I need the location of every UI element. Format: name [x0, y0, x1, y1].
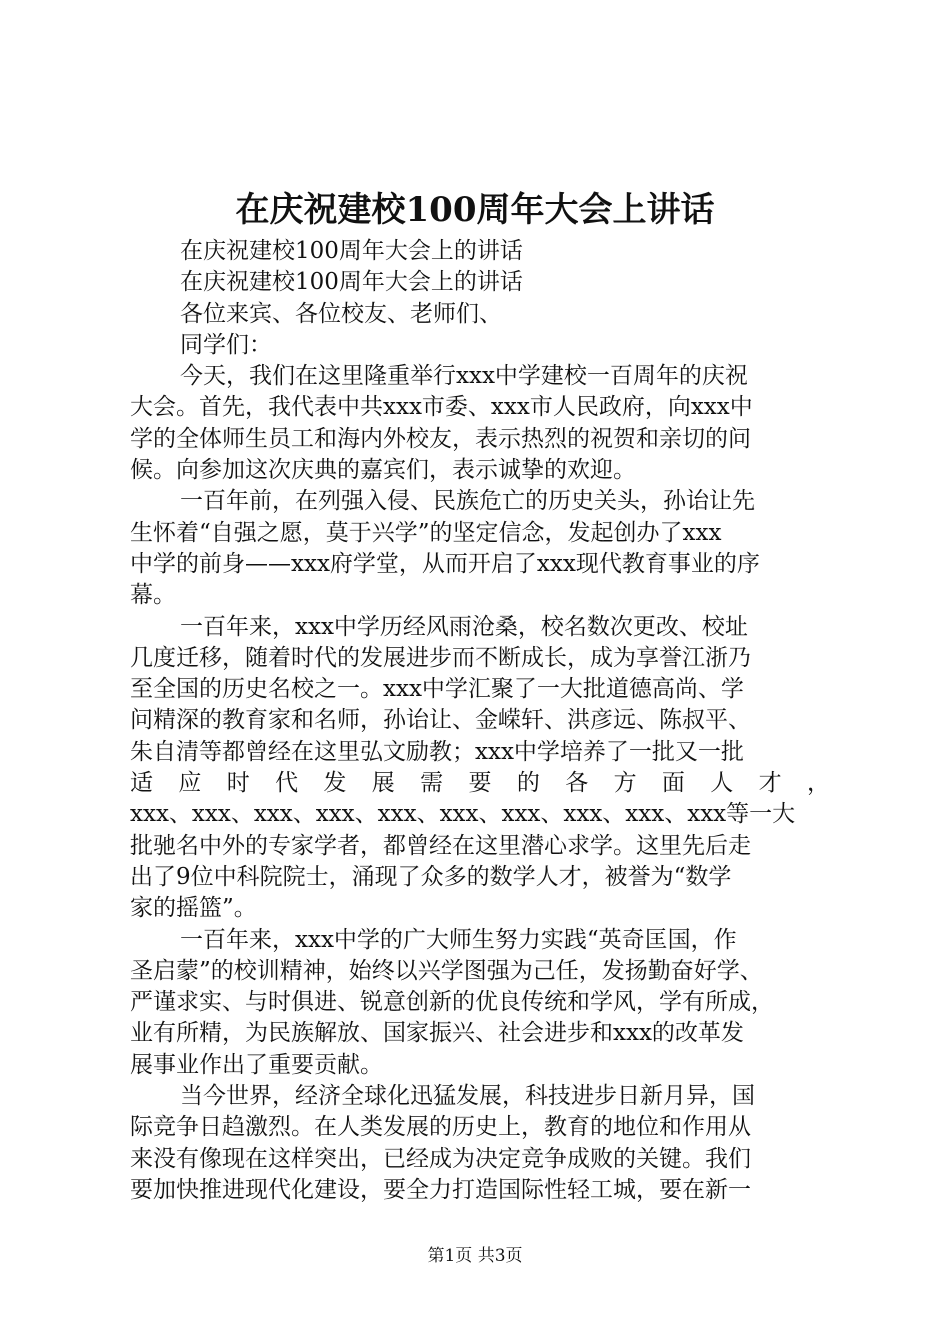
text-line: 生怀着“自强之愿，莫于兴学”的坚定信念，发起创办了xxx — [130, 519, 722, 546]
text-line: 当今世界，经济全球化迅猛发展，科技进步日新月异，国 — [180, 1083, 755, 1110]
text-line: 展事业作出了重要贡献。 — [130, 1051, 383, 1078]
text-line: 候。向参加这次庆典的嘉宾们，表示诚挚的欢迎。 — [130, 457, 636, 484]
text-line: 在庆祝建校100周年大会上的讲话 — [180, 238, 523, 264]
page-footer: 第1页 共3页 — [427, 1246, 523, 1266]
text-line: 在庆祝建校100周年大会上的讲话 — [180, 269, 523, 296]
text-line: 学的全体师生员工和海内外校友，表示热烈的祝贺和亲切的问 — [130, 425, 751, 452]
text-line: 中学的前身——xxx府学堂，从而开启了xxx现代教育事业的序 — [130, 550, 760, 577]
text-line: 朱自清等都曾经在这里弘文励教；xxx中学培养了一批又一批 — [130, 738, 744, 765]
text-line: 问精深的教育家和名师，孙诒让、金嵘轩、洪彦远、陈叔平、 — [130, 707, 751, 734]
text-line: 今天，我们在这里隆重举行xxx中学建校一百周年的庆祝 — [180, 363, 748, 390]
text-line: 圣启蒙”的校训精神，始终以兴学图强为己任，发扬勤奋好学、 — [130, 957, 763, 984]
text-line: 同学们： — [180, 331, 272, 358]
text-line: 几度迁移，随着时代的发展进步而不断成长，成为享誉江浙乃 — [130, 644, 751, 671]
text-line: 幕。 — [130, 582, 176, 609]
text-line: 大会。首先，我代表中共xxx市委、xxx市人民政府，向xxx中 — [130, 394, 753, 421]
text-line: 至全国的历史名校之一。xxx中学汇聚了一大批道德高尚、学 — [130, 676, 744, 703]
text-line: 批驰名中外的专家学者，都曾经在这里潜心求学。这里先后走 — [130, 832, 751, 859]
text-line: 适应时代发展需要的各方面人才， — [130, 770, 830, 797]
text-line: 一百年前，在列强入侵、民族危亡的历史关头，孙诒让先 — [180, 488, 755, 515]
text-line: 一百年来，xxx中学历经风雨沧桑，校名数次更改、校址 — [180, 613, 748, 640]
text-line: 各位来宾、各位校友、老师们、 — [180, 300, 502, 327]
page-title: 在庆祝建校100周年大会上讲话 — [235, 190, 715, 230]
text-line: 家的摇篮”。 — [130, 895, 257, 922]
text-line: 一百年来，xxx中学的广大师生努力实践“英奇匡国，作 — [180, 926, 737, 953]
text-line: 严谨求实、与时俱进、锐意创新的优良传统和学风，学有所成， — [130, 989, 774, 1016]
text-line: 际竞争日趋激烈。在人类发展的历史上，教育的地位和作用从 — [130, 1114, 751, 1141]
text-line: 要加快推进现代化建设，要全力打造国际性轻工城，要在新一 — [130, 1176, 751, 1203]
text-line: 业有所精，为民族解放、国家振兴、社会进步和xxx的改革发 — [130, 1020, 744, 1047]
text-line: xxx、xxx、xxx、xxx、xxx、xxx、xxx、xxx、xxx、xxx等一大 — [130, 801, 796, 828]
text-line: 来没有像现在这样突出，已经成为决定竞争成败的关键。我们 — [130, 1145, 751, 1172]
text-line: 出了9位中科院院士，涌现了众多的数学人才，被誉为“数学 — [130, 863, 732, 890]
document-body — [130, 236, 830, 1206]
